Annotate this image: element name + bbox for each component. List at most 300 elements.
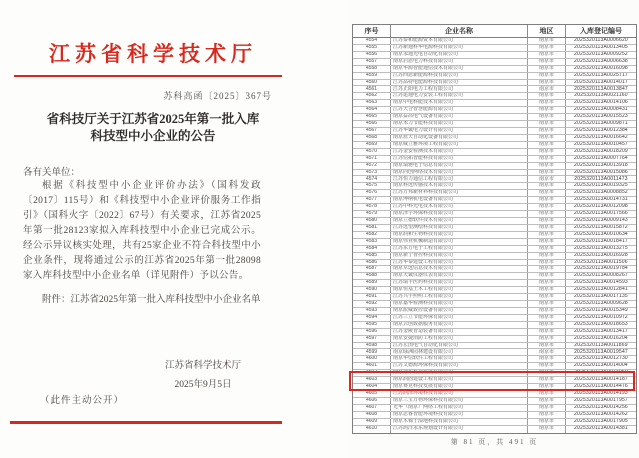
table-cell: 南京华信软件工程有限公司	[391, 356, 528, 362]
table-cell: 4598	[353, 343, 391, 349]
table-row	[353, 190, 636, 197]
table-cell: 4565	[353, 114, 391, 120]
table-row	[353, 308, 636, 315]
table-cell: 2025320113A0016204	[574, 335, 628, 341]
table-row	[353, 66, 636, 73]
table-cell: 4604	[353, 384, 391, 390]
document-body-paragraph: 根据《科技型中小企业评价办法》（国科发政〔2017〕115号）和《科技型中小企业评价服务工作指引》（国科火字〔2022〕67号）有关要求，江苏省2025年第一批28123家拟入库科技型中小企业已完成公示。经公示异议核实处理，共有25家企业不符合科技型中小企业条件，现将通过公示的江苏省2025年第一批28098家入库科技型中小企业名单（详见附件）予以公告。	[23, 181, 261, 281]
table-row	[353, 336, 636, 343]
table-cell: 南京市	[528, 356, 566, 362]
table-cell: 2025320113A0021160	[574, 93, 628, 99]
table-cell: 2025320113A0012730	[574, 356, 628, 362]
table-cell: 南京市	[528, 329, 566, 335]
table-cell: 2025320113A0006620	[574, 38, 628, 44]
table-cell: 南京市	[528, 218, 566, 224]
table-cell: 2025320113A0013847	[574, 86, 628, 92]
document-title	[28, 111, 278, 145]
table-row	[353, 398, 636, 405]
table-cell: 4605	[353, 391, 391, 397]
table-cell: 2025320113A0016642	[574, 134, 628, 140]
table-cell: 南京市	[528, 114, 566, 120]
table-cell: 4562	[353, 93, 391, 99]
table-row	[353, 405, 636, 412]
table-cell: 南京华源智能通信技术有限公司	[391, 66, 528, 72]
table-cell: 南京市	[528, 135, 566, 141]
table-cell: 4607	[353, 405, 391, 411]
table-cell: 4592	[353, 301, 391, 307]
table-cell: 南京市	[528, 405, 566, 411]
table-cell: 江苏中科光电技术有限公司	[391, 204, 528, 210]
table-cell: 南京禾力节能科技有限公司	[391, 121, 528, 127]
table-cell: 2025320113A0006638	[574, 58, 628, 64]
table-cell: 江苏兴宇照明工程有限公司	[391, 294, 528, 300]
table-cell: 南京市	[528, 73, 566, 79]
table-cell: 南京市	[528, 204, 566, 210]
table-cell: 南京启恩电力科技有限公司	[391, 59, 528, 65]
table-row	[353, 266, 636, 273]
table-cell: 4595	[353, 322, 391, 328]
table-cell: 4574	[353, 176, 391, 182]
table-cell: 2025320113A0017957	[574, 397, 628, 403]
table-cell: 南京立德软件技术有限公司	[391, 218, 528, 224]
table-cell: 南京嘉华检测科技有限公司	[391, 301, 528, 307]
table-row	[353, 322, 636, 329]
table-cell: 南京清华科技发展有限公司	[391, 370, 528, 376]
table-cell: 南京市	[528, 197, 566, 203]
table-cell: 2025320113A0017566	[574, 211, 628, 217]
table-cell: 2025320113A0014476	[574, 384, 628, 390]
table-cell: 江苏润泽环境科技有限公司	[391, 391, 528, 397]
table-cell: 南京市	[528, 419, 566, 425]
table-cell: 南京市	[528, 100, 566, 106]
table-cell: 4588	[353, 273, 391, 279]
table-row	[353, 149, 636, 156]
table-cell: 4572	[353, 163, 391, 169]
table-cell: 南京市	[528, 308, 566, 314]
table-cell: 2025320113A0013918	[574, 162, 628, 168]
table-row	[353, 100, 636, 107]
table-cell: 南京市	[528, 377, 566, 383]
table-cell: 4590	[353, 287, 391, 293]
table-cell: 南京蓝天自动化设备有限公司	[391, 135, 528, 141]
table-cell: 南京天诚仪器仪表有限公司	[391, 273, 528, 279]
table-cell: 2025320113A0009143	[574, 217, 628, 224]
table-header-row	[353, 25, 636, 38]
table-cell: 4585	[353, 253, 391, 259]
table-row	[353, 280, 636, 287]
table-cell: 南京市	[528, 225, 566, 231]
table-row	[353, 135, 636, 142]
table-cell: 南京市	[528, 412, 566, 418]
table-cell: 2025320113A0008267	[574, 273, 628, 279]
table-row	[353, 329, 636, 336]
table-cell: 南京市	[528, 336, 566, 342]
company-table	[352, 24, 637, 434]
table-cell: 江苏鸿洋永东规划设计有限公司	[391, 426, 528, 433]
table-row	[353, 294, 636, 301]
attachment-line: 附件：江苏省2025年第一批入库科技型中小企业名单	[42, 295, 261, 305]
table-cell: 南京市	[528, 260, 566, 266]
table-cell: 南京市	[528, 176, 566, 182]
table-cell: 4566	[353, 121, 391, 127]
table-cell: 2025320113A0012384	[574, 127, 628, 134]
table-cell: 4608	[353, 412, 391, 418]
table-cell: 2025320113A0010457	[574, 141, 628, 147]
header-divider-line	[14, 75, 282, 77]
table-row	[353, 412, 636, 419]
table-cell: 4610	[353, 426, 391, 433]
table-row	[353, 93, 636, 100]
table-cell: 2025320113A0015523	[574, 114, 628, 120]
table-cell: 南京市	[528, 156, 566, 162]
table-cell: 2025320113A0010634	[574, 231, 628, 237]
table-cell: 南京市	[528, 86, 566, 92]
table-cell: 4606	[353, 398, 391, 404]
table-cell: 4580	[353, 218, 391, 224]
table-cell: 2025320113A0017905	[574, 418, 628, 424]
table-cell: 南京安捷消防工程有限公司	[391, 336, 528, 342]
column-header-region: 地区	[528, 25, 566, 37]
table-cell: 江苏万邦新材料科技有限公司	[391, 190, 528, 196]
table-row	[353, 419, 636, 426]
table-row	[353, 426, 636, 433]
table-cell: 4559	[353, 73, 391, 79]
table-cell: 南京市	[528, 273, 566, 279]
table-row	[353, 204, 636, 211]
table-cell: 4591	[353, 294, 391, 300]
table-cell: 南京伟业机械制造有限公司	[391, 239, 528, 245]
salutation: 各有关单位：	[23, 168, 81, 178]
table-cell: 4577	[353, 197, 391, 203]
table-cell: 南京市	[528, 80, 566, 86]
table-cell: 4583	[353, 239, 391, 245]
table-cell: 2025320113A0016098	[574, 65, 628, 71]
table-cell: 4576	[353, 190, 391, 196]
table-row	[353, 86, 636, 93]
table-row	[353, 73, 636, 80]
table-cell: 2025320113A0010972	[574, 314, 628, 320]
table-row	[353, 253, 636, 260]
table-cell: 2025320113A0014187	[574, 377, 628, 383]
table-cell: 南京市	[528, 384, 566, 390]
table-cell: 2025320113A0015086	[574, 169, 628, 175]
disclosure-note: （此件主动公开）	[40, 396, 125, 406]
issue-date: 2025年9月5日	[174, 380, 232, 390]
table-cell: 南京三宝万物环保科技有限公司	[391, 398, 528, 404]
table-cell: 南京永通光电自动化有限公司	[391, 52, 528, 58]
document-title-line2: 科技型中小企业的公告	[90, 129, 216, 143]
table-cell: 南京市	[528, 239, 566, 245]
table-row	[353, 232, 636, 239]
table-cell: 4567	[353, 128, 391, 134]
table-cell: 南京市	[528, 163, 566, 169]
table-row	[353, 356, 636, 363]
table-cell: 江苏宏图电气自动化有限公司	[391, 343, 528, 349]
table-cell: 南京市	[528, 363, 566, 369]
table-row	[353, 239, 636, 246]
table-cell: 2025320113A0015349	[574, 307, 628, 314]
table-cell: 南京市	[528, 294, 566, 300]
table-cell: 2025320113A0009628	[574, 301, 628, 307]
table-row	[353, 156, 636, 163]
table-row	[353, 59, 636, 66]
table-row	[353, 80, 636, 87]
table-cell: 4594	[353, 315, 391, 321]
table-row	[353, 211, 636, 218]
table-cell: 2025320113A0014256	[574, 404, 628, 410]
table-cell: 4561	[353, 86, 391, 92]
table-cell: 4578	[353, 204, 391, 210]
table-cell: 南京市	[528, 211, 566, 217]
table-row	[353, 363, 636, 370]
table-cell: 4579	[353, 211, 391, 217]
table-cell: 南京市	[528, 52, 566, 58]
table-cell: 南京市	[528, 246, 566, 252]
table-row	[353, 225, 636, 232]
table-cell: 2025320113A0009871	[574, 121, 628, 127]
table-cell: 南京市	[528, 280, 566, 286]
table-cell: 南京市	[528, 121, 566, 127]
table-cell: 2025320113A0008431	[574, 107, 628, 113]
table-cell: 4602	[353, 370, 391, 376]
table-cell: 2025320113A0014106	[574, 100, 628, 106]
table-row	[353, 128, 636, 135]
table-cell: 南京市	[528, 322, 566, 328]
table-row	[353, 301, 636, 308]
table-cell: 南京市	[528, 266, 566, 272]
table-cell: 2025320113A0017135	[574, 294, 628, 300]
table-cell: 江苏金陵智造装备有限公司	[391, 329, 528, 335]
column-header-registration-no: 入库登记编号	[580, 28, 622, 35]
table-row	[353, 287, 636, 294]
table-row	[353, 52, 636, 59]
table-cell: 南京市	[528, 287, 566, 293]
table-cell: 南京威立雅环境工程有限公司	[391, 142, 528, 148]
table-cell: 南京市	[528, 370, 566, 376]
table-cell: 南京市	[528, 426, 566, 433]
table-cell: 南京市	[528, 301, 566, 307]
table-cell: 4571	[353, 156, 391, 162]
table-cell: 2025320113A0014731	[574, 197, 628, 203]
table-cell: 2025320113A0011473	[574, 176, 628, 182]
table-cell: 4555	[353, 45, 391, 51]
table-cell: 江苏华泰建设工程有限公司	[391, 260, 528, 266]
table-cell: 2025320113A0014004	[574, 363, 628, 369]
table-row	[353, 315, 636, 322]
table-row	[353, 183, 636, 190]
table-cell: 2025320113A0014017	[574, 79, 628, 85]
table-row	[353, 197, 636, 204]
table-row	[353, 377, 636, 384]
table-cell: 南京市	[528, 232, 566, 238]
table-cell: 4584	[353, 246, 391, 252]
table-cell: 2025320113A0008852	[574, 190, 628, 196]
table-cell: 南京市	[528, 93, 566, 99]
table-cell: 江苏西恩新能源科技有限公司	[391, 73, 528, 79]
table-cell: 2025320113A0025717	[574, 72, 628, 78]
table-cell: 4564	[353, 107, 391, 113]
table-cell: 4557	[353, 59, 391, 65]
issuing-agency-signature: 江苏省科学技术厅	[164, 361, 241, 371]
table-cell: 南京市	[528, 128, 566, 134]
table-cell: 4573	[353, 170, 391, 176]
table-cell: 南京同创网络技术有限公司	[391, 170, 528, 176]
table-cell: 南京云创数据服务有限公司	[391, 322, 528, 328]
table-cell: 2025320113A0018653	[574, 321, 628, 327]
table-cell: 4586	[353, 260, 391, 266]
table-cell: 4600	[353, 356, 391, 362]
table-cell: 2025320113A0007764	[574, 155, 628, 161]
agency-header: 江苏省科学技术厅	[49, 42, 257, 66]
table-cell: 南京市	[528, 107, 566, 113]
table-cell: 南京市	[528, 190, 566, 196]
table-cell: 4596	[353, 329, 391, 335]
table-cell: 2025320113A0012098	[574, 204, 628, 210]
table-row	[353, 163, 636, 170]
table-cell: 2025320113A0014262	[574, 411, 628, 417]
table-cell: 4589	[353, 280, 391, 286]
table-cell: 2025320113A0018209	[574, 148, 628, 154]
table-cell: 江苏恒力通信工程有限公司	[391, 176, 528, 182]
table-cell: 2025320113A0009252	[574, 51, 628, 57]
table-row	[353, 45, 636, 52]
column-header-company-name: 企业名称	[391, 25, 528, 37]
table-cell: 南京益高电气设备有限公司	[391, 114, 528, 120]
table-cell: 2025320113A0015872	[574, 224, 628, 230]
table-cell: 4569	[353, 142, 391, 148]
table-cell: 南京市	[528, 149, 566, 155]
table-cell: 4581	[353, 225, 391, 231]
table-cell: 南京润固建设工程有限公司	[391, 377, 528, 383]
table-cell: 4603	[353, 377, 391, 383]
table-cell: 4554	[353, 38, 391, 44]
document-number: 苏科高函〔2025〕367号	[163, 91, 272, 101]
table-cell: 江苏华诚电力设计有限公司	[391, 128, 528, 134]
table-cell: 2025320113A0014193	[574, 391, 628, 397]
table-cell: 4568	[353, 135, 391, 141]
table-cell: 江苏正阳电力工程有限公司	[391, 86, 528, 92]
table-row	[353, 246, 636, 253]
table-cell: 南京瑞驰电子信息有限公司	[391, 163, 528, 169]
table-cell: 4556	[353, 52, 391, 58]
table-cell: 4593	[353, 308, 391, 314]
table-row	[353, 343, 636, 350]
table-cell: 南京市	[528, 66, 566, 72]
document-title-line1: 省科技厅关于江苏省2025年第一批入库	[46, 112, 260, 126]
table-cell: 4597	[353, 336, 391, 342]
table-cell: 江苏品特电能源科技有限公司	[391, 80, 528, 86]
table-cell: 4587	[353, 266, 391, 272]
table-row	[353, 273, 636, 280]
table-cell: 南京泽宇环保科技有限公司	[391, 211, 528, 217]
table-cell: 4563	[353, 100, 391, 106]
table-cell: 南京市	[528, 142, 566, 148]
table-cell: 南京市	[528, 38, 566, 44]
table-cell: 4558	[353, 66, 391, 72]
table-row	[353, 142, 636, 149]
table-cell: 4570	[353, 149, 391, 155]
table-cell: 2025320113A0012841	[574, 287, 628, 293]
table-cell: 南京中电科能技术有限公司	[391, 100, 528, 106]
table-row	[353, 384, 636, 391]
table-cell: 南京绿洲园林建设有限公司	[391, 349, 528, 355]
table-cell: 2025320113A0016928	[574, 252, 628, 258]
table-cell: 南京市	[528, 45, 566, 51]
table-row	[353, 38, 636, 45]
column-header-serial: 序号	[353, 25, 391, 37]
table-cell: 南京派威数控设备有限公司	[391, 308, 528, 314]
table-cell: 4560	[353, 80, 391, 86]
table-cell: 南京科远传感技术有限公司	[391, 183, 528, 189]
table-cell: 4575	[353, 183, 391, 189]
table-cell: 南京市	[528, 315, 566, 321]
table-cell: 江苏泰和能源资本有限公司	[391, 38, 528, 44]
table-cell: 2025320113A0019784	[574, 266, 628, 272]
table-cell: 南京恒基土木工程有限公司	[391, 287, 528, 293]
table-cell: 南京市	[528, 170, 566, 176]
table-row	[353, 260, 636, 267]
table-cell: 江苏远望测绘科技有限公司	[391, 225, 528, 231]
table-cell: 南京木棉子湿地科技有限公司	[391, 419, 528, 425]
table-row	[353, 176, 636, 183]
table-cell: 南京新宁智控科技有限公司	[391, 253, 528, 259]
table-cell: 光华（南京）网络工程有限公司	[391, 405, 528, 411]
table-cell: 南京润和生物科技有限公司	[391, 232, 528, 238]
table-cell: 2025320113A0011506	[574, 259, 628, 265]
table-cell: 南京市	[528, 59, 566, 65]
table-cell: 2025320113A0013275	[574, 245, 628, 251]
table-row	[353, 391, 636, 398]
table-cell: 江苏天合智慧能源有限公司	[391, 107, 528, 113]
table-cell: 2025320113A0019325	[574, 183, 628, 189]
table-cell: 南京市	[528, 398, 566, 404]
table-row	[353, 218, 636, 225]
table-cell: 江苏艾德源环保科技有限公司	[391, 363, 528, 369]
table-cell: 4599	[353, 349, 391, 355]
table-row	[353, 370, 636, 377]
table-cell: 2025320113A0014381	[574, 425, 628, 432]
table-cell: 江苏金安检测技术有限公司	[391, 149, 528, 155]
table-cell: 南京市	[528, 183, 566, 189]
table-cell: 4582	[353, 232, 391, 238]
table-cell: 2025320113A0018417	[574, 238, 628, 244]
table-cell: 2025320113A0013405	[574, 44, 628, 50]
table-cell: 2025320113A0014069	[574, 370, 628, 376]
table-cell: 江苏瑞丰医药科技有限公司	[391, 280, 528, 286]
table-row	[353, 114, 636, 121]
footer-divider-line	[10, 421, 282, 424]
table-cell: 2025320113A0019547	[574, 349, 628, 355]
table-cell: 2025320113A0014593	[574, 280, 628, 286]
table-row	[353, 349, 636, 356]
table-cell: 南京市	[528, 391, 566, 397]
table-cell: 南京市	[528, 343, 566, 349]
table-body	[353, 38, 636, 433]
table-cell: 南京赛克科技发展有限公司	[391, 384, 528, 390]
table-cell: 南京卓远信息技术有限公司	[391, 266, 528, 272]
table-cell: 4601	[353, 363, 391, 369]
table-cell: 4609	[353, 419, 391, 425]
table-cell: 江苏三立节能环保有限公司	[391, 315, 528, 321]
table-cell: 南京思睿智能环境科技有限公司	[391, 412, 528, 418]
table-cell: 2025320113A0011869	[574, 342, 628, 348]
table-row	[353, 170, 636, 177]
page-number-footer: 第 81 页，共 491 页	[450, 438, 539, 446]
table-row	[353, 107, 636, 114]
table-row	[353, 121, 636, 128]
table-cell: 江苏信拓智能科技有限公司	[391, 156, 528, 162]
table-cell: 南京市	[528, 253, 566, 259]
